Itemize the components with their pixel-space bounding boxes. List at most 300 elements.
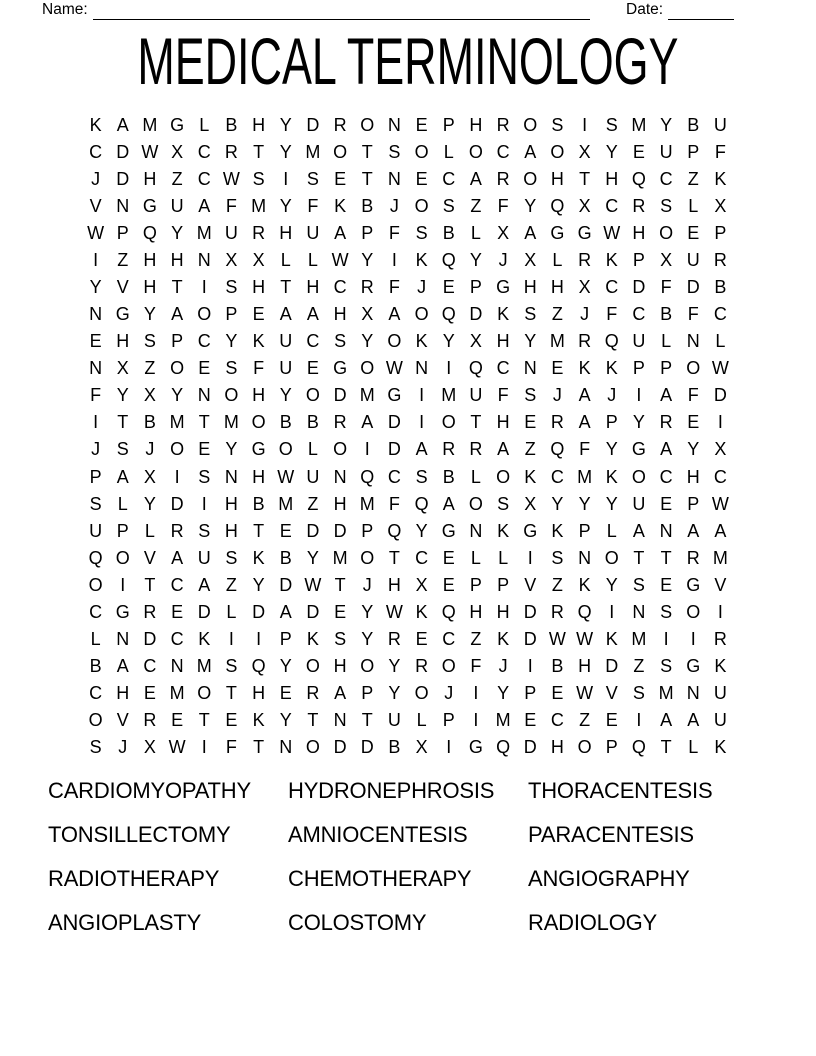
grid-letter: S [388, 141, 401, 162]
grid-letter: E [279, 520, 292, 541]
grid-letter: Q [631, 168, 646, 189]
grid-letter: C [197, 331, 211, 352]
grid-letter: D [605, 656, 619, 677]
grid-letter: W [548, 629, 566, 650]
grid-letter: S [198, 466, 211, 487]
grid-letter: B [714, 277, 727, 297]
grid-letter: S [116, 439, 129, 460]
grid-letter: R [143, 601, 157, 622]
grid-letter: G [468, 737, 483, 758]
grid-letter: L [470, 466, 481, 487]
grid-letter: K [497, 520, 510, 541]
grid-letter: Y [171, 385, 184, 406]
grid-letter: A [334, 222, 347, 243]
grid-letter: N [632, 601, 646, 622]
grid-letter: E [89, 331, 102, 352]
grid-letter: F [606, 304, 618, 325]
grid-letter: O [224, 385, 239, 406]
grid-letter: N [523, 358, 537, 379]
grid-letter: Q [468, 358, 483, 379]
grid-letter: O [659, 222, 674, 243]
grid-letter: M [142, 114, 158, 135]
grid-letter: P [361, 520, 374, 541]
grid-letter: U [197, 547, 211, 568]
grid-letter: U [306, 222, 320, 243]
grid-letter: I [717, 412, 723, 433]
grid-letter: O [414, 683, 429, 704]
grid-letter: X [524, 493, 537, 514]
grid-letter: H [143, 277, 157, 297]
grid-letter: D [279, 574, 293, 595]
grid-letter: Q [387, 520, 402, 541]
grid-letter: O [360, 358, 375, 379]
word-item: COLOSTOMY [288, 910, 427, 935]
grid-letter: I [636, 710, 642, 731]
grid-letter: E [687, 222, 700, 243]
grid-letter: Q [441, 601, 456, 622]
grid-letter: Y [524, 331, 537, 352]
grid-letter: I [256, 629, 262, 650]
grid-letter: I [201, 737, 207, 758]
grid-letter: F [388, 277, 400, 297]
grid-letter: M [441, 385, 457, 406]
grid-letter: W [87, 222, 105, 243]
grid-letter: L [470, 222, 481, 243]
grid-letter: R [306, 683, 320, 704]
grid-letter: R [252, 222, 266, 243]
grid-letter: Y [605, 574, 618, 595]
grid-letter: L [661, 331, 672, 352]
grid-letter: K [415, 331, 428, 352]
grid-letter: H [252, 385, 266, 406]
grid-letter: H [252, 114, 266, 135]
word-item: ANGIOGRAPHY [528, 866, 690, 891]
grid-letter: O [604, 547, 619, 568]
grid-letter: H [333, 304, 347, 325]
grid-letter: C [550, 466, 564, 487]
grid-letter: L [90, 629, 101, 650]
grid-letter: D [252, 601, 266, 622]
grid-letter: X [714, 439, 727, 460]
grid-letter: W [168, 737, 186, 758]
grid-letter: H [306, 277, 320, 297]
grid-letter: F [579, 439, 591, 460]
grid-letter: N [686, 683, 700, 704]
grid-letter: M [332, 547, 348, 568]
grid-letter: N [116, 195, 130, 216]
grid-letter: A [171, 304, 184, 325]
grid-letter: I [636, 385, 642, 406]
grid-letter: Q [604, 331, 619, 352]
grid-letter: Y [388, 683, 401, 704]
grid-letter: X [171, 141, 184, 162]
grid-letter: U [713, 710, 727, 731]
grid-letter: H [686, 466, 700, 487]
grid-letter: B [225, 114, 238, 135]
grid-letter: H [333, 493, 347, 514]
grid-letter: A [660, 439, 673, 460]
grid-letter: G [251, 439, 266, 460]
grid-letter: C [387, 466, 401, 487]
grid-letter: S [660, 656, 673, 677]
grid-letter: C [89, 601, 103, 622]
grid-letter: B [252, 493, 265, 514]
grid-letter: X [143, 466, 156, 487]
grid-letter: Y [388, 656, 401, 677]
grid-letter: O [414, 141, 429, 162]
grid-letter: G [170, 114, 185, 135]
grid-letter: H [224, 493, 238, 514]
grid-letter: O [441, 412, 456, 433]
grid-letter: Y [279, 114, 292, 135]
grid-letter: C [197, 168, 211, 189]
grid-letter: E [524, 412, 537, 433]
grid-letter: M [278, 493, 294, 514]
grid-letter: L [470, 547, 481, 568]
grid-letter: A [578, 385, 591, 406]
word-item: AMNIOCENTESIS [288, 822, 468, 847]
grid-letter: W [576, 683, 594, 704]
grid-letter: W [603, 222, 621, 243]
grid-letter: X [524, 249, 537, 270]
grid-letter: G [631, 439, 646, 460]
grid-letter: S [660, 195, 673, 216]
grid-letter: T [225, 683, 237, 704]
grid-letter: D [387, 439, 401, 460]
grid-letter: Q [441, 249, 456, 270]
grid-letter: O [305, 737, 320, 758]
grid-letter: D [360, 737, 374, 758]
grid-letter: Z [551, 574, 563, 595]
grid-letter: J [118, 737, 128, 758]
grid-letter: K [605, 466, 618, 487]
grid-letter: D [523, 629, 537, 650]
grid-letter: S [89, 737, 102, 758]
grid-letter: E [442, 574, 455, 595]
grid-letter: S [89, 493, 102, 514]
grid-letter: N [659, 520, 673, 541]
grid-letter: F [497, 195, 509, 216]
grid-letter: R [469, 439, 483, 460]
grid-letter: J [417, 277, 427, 297]
grid-letter: B [361, 195, 374, 216]
grid-letter: Y [143, 493, 156, 514]
grid-letter: E [171, 601, 184, 622]
grid-letter: D [686, 277, 700, 297]
grid-letter: L [715, 331, 726, 352]
grid-letter: Y [279, 385, 292, 406]
grid-letter: P [361, 222, 374, 243]
grid-letter: L [552, 249, 563, 270]
grid-letter: L [117, 493, 128, 514]
grid-letter: B [388, 737, 401, 758]
grid-letter: J [91, 168, 101, 189]
grid-letter: I [120, 574, 126, 595]
grid-letter: L [280, 249, 291, 270]
grid-letter: Z [144, 358, 156, 379]
grid-letter: O [170, 439, 185, 460]
grid-letter: X [116, 358, 129, 379]
grid-letter: F [687, 385, 699, 406]
grid-letter: E [551, 358, 564, 379]
grid-letter: H [550, 168, 564, 189]
grid-letter: E [687, 412, 700, 433]
grid-letter: Q [631, 737, 646, 758]
grid-letter: K [198, 629, 211, 650]
grid-letter: E [551, 683, 564, 704]
grid-letter: A [497, 439, 510, 460]
grid-letter: D [523, 601, 537, 622]
grid-letter: R [550, 601, 564, 622]
grid-letter: S [497, 493, 510, 514]
grid-letter: T [198, 710, 210, 731]
grid-letter: B [687, 114, 700, 135]
grid-letter: X [578, 141, 591, 162]
word-item: CARDIOMYOPATHY [48, 778, 251, 803]
grid-letter: Y [632, 412, 645, 433]
grid-letter: N [387, 168, 401, 189]
grid-letter: B [306, 412, 319, 433]
grid-letter: Y [279, 656, 292, 677]
grid-letter: M [359, 493, 375, 514]
grid-letter: V [116, 710, 129, 731]
grid-letter: E [334, 168, 347, 189]
title-wrap [0, 24, 816, 98]
grid-letter: U [713, 114, 727, 135]
grid-letter: A [279, 304, 292, 325]
grid-letter: L [688, 195, 699, 216]
grid-letter: Q [360, 466, 375, 487]
grid-letter: D [333, 520, 347, 541]
grid-letter: R [415, 656, 429, 677]
grid-letter: K [252, 710, 265, 731]
grid-letter: A [415, 439, 428, 460]
name-blank-line[interactable] [93, 1, 590, 20]
grid-letter: I [527, 547, 533, 568]
date-blank-line[interactable] [668, 1, 734, 20]
grid-letter: V [605, 683, 618, 704]
grid-letter: E [660, 574, 673, 595]
grid-letter: U [224, 222, 238, 243]
grid-letter: H [224, 520, 238, 541]
grid-letter: N [387, 114, 401, 135]
grid-letter: I [446, 358, 452, 379]
grid-letter: D [197, 601, 211, 622]
grid-letter: K [605, 629, 618, 650]
grid-letter: G [577, 222, 592, 243]
grid-letter: Y [361, 629, 374, 650]
grid-letter: J [498, 656, 508, 677]
grid-letter: P [171, 331, 184, 352]
grid-letter: W [222, 168, 240, 189]
grid-letter: F [660, 277, 672, 297]
grid-letter: U [279, 331, 293, 352]
grid-letter: C [89, 141, 103, 162]
grid-letter: P [89, 466, 102, 487]
grid-letter: V [89, 195, 102, 216]
grid-letter: H [496, 412, 510, 433]
grid-letter: D [632, 277, 646, 297]
grid-letter: C [306, 331, 320, 352]
grid-letter: T [253, 737, 265, 758]
grid-letter: K [89, 114, 102, 135]
grid-letter: H [469, 601, 483, 622]
grid-letter: Q [142, 222, 157, 243]
grid-letter: K [551, 520, 564, 541]
grid-letter: K [415, 249, 428, 270]
grid-letter: D [387, 412, 401, 433]
grid-letter: A [660, 710, 673, 731]
grid-letter: Z [171, 168, 183, 189]
grid-letter: C [659, 466, 673, 487]
grid-letter: Q [88, 547, 103, 568]
grid-letter: E [225, 710, 238, 731]
grid-letter: H [116, 331, 130, 352]
grid-letter: A [116, 656, 129, 677]
grid-letter: U [632, 331, 646, 352]
grid-letter: A [334, 683, 347, 704]
grid-letter: P [632, 358, 645, 379]
grid-letter: O [197, 683, 212, 704]
grid-letter: G [115, 304, 130, 325]
grid-letter: M [631, 629, 647, 650]
grid-letter: R [360, 277, 374, 297]
grid-letter: R [632, 195, 646, 216]
grid-letter: S [632, 683, 645, 704]
grid-letter: S [225, 277, 238, 297]
grid-letter: W [141, 141, 159, 162]
grid-letter: D [523, 737, 537, 758]
grid-letter: M [196, 656, 212, 677]
grid-letter: J [362, 574, 372, 595]
grid-letter: E [605, 710, 618, 731]
grid-letter: G [441, 520, 456, 541]
grid-letter: A [116, 114, 129, 135]
grid-letter: C [442, 168, 456, 189]
grid-letter: X [361, 304, 374, 325]
grid-letter: Y [660, 114, 673, 135]
grid-letter: Q [441, 304, 456, 325]
grid-letter: K [578, 574, 591, 595]
grid-letter: E [660, 493, 673, 514]
grid-letter: T [253, 520, 265, 541]
grid-letter: A [524, 222, 537, 243]
grid-letter: H [279, 222, 293, 243]
grid-letter: P [714, 222, 727, 243]
grid-letter: F [225, 737, 237, 758]
grid-letter: D [333, 737, 347, 758]
grid-letter: U [306, 466, 320, 487]
grid-letter: E [334, 601, 347, 622]
grid-letter: W [385, 601, 403, 622]
grid-letter: T [579, 168, 591, 189]
grid-letter: R [686, 547, 700, 568]
grid-letter: A [660, 385, 673, 406]
grid-letter: V [116, 277, 129, 297]
grid-letter: P [442, 710, 455, 731]
grid-letter: E [415, 114, 428, 135]
grid-letter: O [360, 114, 375, 135]
grid-letter: O [496, 466, 511, 487]
grid-letter: P [225, 304, 238, 325]
grid-letter: E [198, 439, 211, 460]
grid-letter: Y [605, 493, 618, 514]
grid-letter: M [658, 683, 674, 704]
grid-letter: F [470, 656, 482, 677]
grid-letter: T [633, 547, 645, 568]
grid-letter: C [442, 629, 456, 650]
grid-letter: I [609, 601, 615, 622]
grid-letter: B [660, 304, 673, 325]
grid-letter: M [631, 114, 647, 135]
grid-letter: R [578, 249, 592, 270]
grid-letter: Z [117, 249, 129, 270]
grid-letter: M [251, 195, 267, 216]
date-field-group [626, 0, 734, 20]
grid-letter: I [283, 168, 289, 189]
grid-letter: T [361, 168, 373, 189]
grid-letter: S [660, 601, 673, 622]
grid-letter: O [360, 547, 375, 568]
grid-letter: R [496, 168, 510, 189]
date-label: Date: [626, 1, 664, 18]
grid-letter: U [89, 520, 103, 541]
grid-letter: J [580, 304, 590, 325]
grid-letter: Q [496, 737, 511, 758]
grid-letter: H [333, 656, 347, 677]
grid-letter: X [415, 737, 428, 758]
grid-letter: O [88, 710, 103, 731]
grid-letter: O [88, 574, 103, 595]
grid-letter: Z [470, 629, 482, 650]
grid-letter: T [470, 412, 482, 433]
grid-letter: X [578, 195, 591, 216]
word-item: PARACENTESIS [528, 822, 694, 847]
grid-letter: T [660, 547, 672, 568]
grid-letter: B [442, 466, 455, 487]
word-item: THORACENTESIS [528, 778, 713, 803]
grid-letter: I [446, 737, 452, 758]
grid-letter: X [497, 222, 510, 243]
grid-letter: C [496, 358, 510, 379]
grid-letter: N [89, 304, 103, 325]
grid-letter: H [578, 656, 592, 677]
grid-letter: H [116, 683, 130, 704]
grid-letter: B [143, 412, 156, 433]
grid-letter: Y [497, 683, 510, 704]
grid-letter: Y [605, 141, 618, 162]
grid-letter: Y [578, 493, 591, 514]
grid-letter: E [442, 547, 455, 568]
grid-letter: M [712, 547, 728, 568]
grid-letter: X [143, 385, 156, 406]
grid-letter: R [442, 439, 456, 460]
grid-letter: H [143, 168, 157, 189]
grid-letter: Y [415, 520, 428, 541]
grid-letter: H [469, 114, 483, 135]
grid-letter: L [226, 601, 237, 622]
grid-letter: F [90, 385, 102, 406]
grid-letter: Z [307, 493, 319, 514]
name-field-group [42, 0, 590, 20]
grid-letter: O [333, 141, 348, 162]
grid-letter: M [169, 683, 185, 704]
grid-letter: E [198, 358, 211, 379]
grid-letter: G [333, 358, 348, 379]
grid-letter: L [443, 141, 454, 162]
grid-letter: I [527, 656, 533, 677]
grid-letter: K [714, 656, 727, 677]
